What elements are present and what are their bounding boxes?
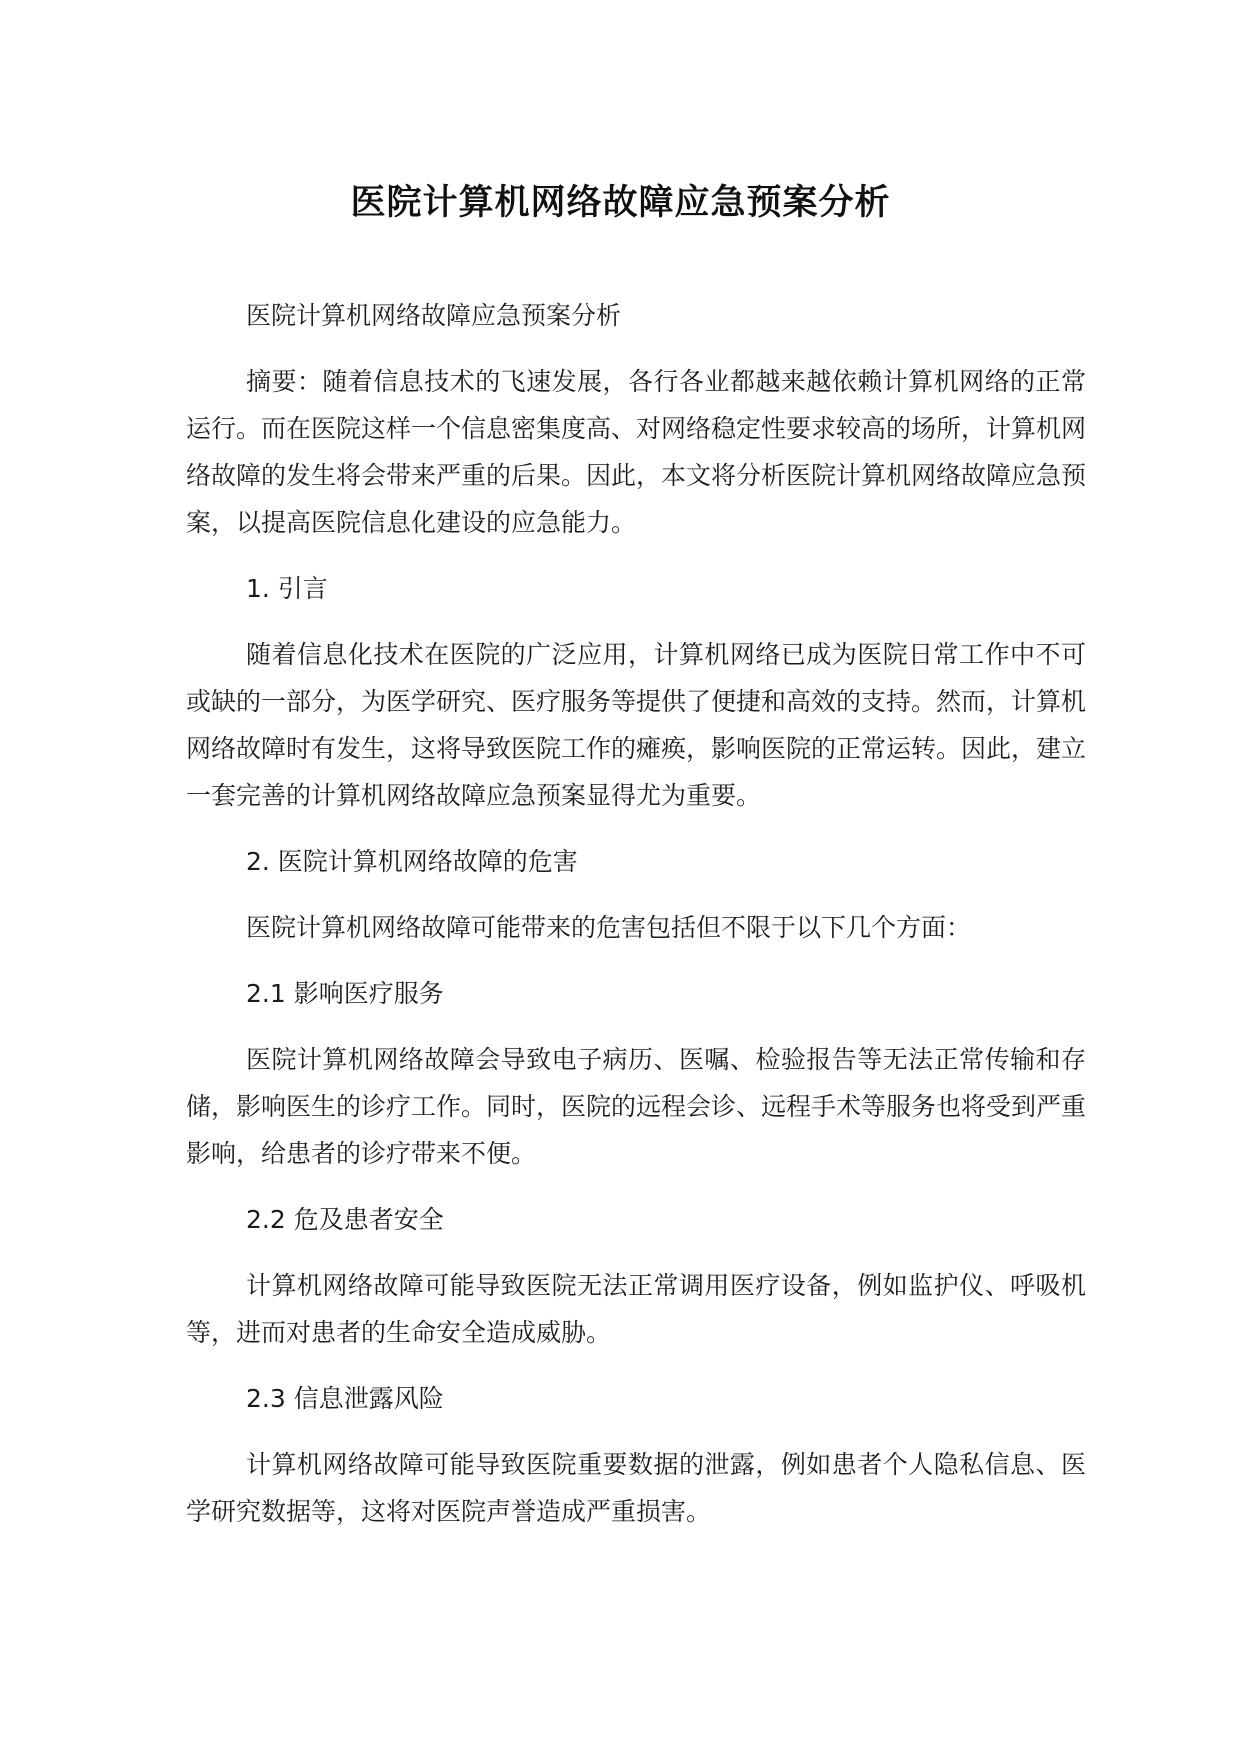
section-heading-hazards: 2. 医院计算机网络故障的危害 <box>246 847 578 876</box>
document-title: 医院计算机网络故障应急预案分析 <box>350 183 891 223</box>
abstract-paragraph: 摘要：随着信息技术的飞速发展，各行各业都越来越依赖计算机网络的正常运行。而在医院这样一个信息密集度高、对网络稳定性要求较高的场所，计算机网络故障的发生将会带来严重的后果。因此，本文将分析医院计算机网络故障应急预案，以提高医院信息化建设的应急能力。 <box>186 367 1087 537</box>
patient-safety-paragraph: 计算机网络故障可能导致医院无法正常调用医疗设备，例如监护仪、呼吸机等，进而对患者的生命安全造成威胁。 <box>186 1271 1086 1347</box>
introduction-paragraph: 随着信息化技术在医院的广泛应用，计算机网络已成为医院日常工作中不可或缺的一部分，为医学研究、医疗服务等提供了便捷和高效的支持。然而，计算机网络故障时有发生，这将导致医院工作的瘫痪，影响医院的正常运转。因此，建立一套完善的计算机网络故障应急预案显得尤为重要。 <box>186 640 1087 810</box>
information-leak-paragraph: 计算机网络故障可能导致医院重要数据的泄露，例如患者个人隐私信息、医学研究数据等，这将对医院声誉造成严重损害。 <box>186 1450 1086 1526</box>
medical-services-paragraph: 医院计算机网络故障会导致电子病历、医嘱、检验报告等无法正常传输和存储，影响医生的诊疗工作。同时，医院的远程会诊、远程手术等服务也将受到严重影响，给患者的诊疗带来不便。 <box>186 1045 1087 1168</box>
subsection-heading-medical-services: 2.1 影响医疗服务 <box>246 979 444 1008</box>
hazards-intro-paragraph: 医院计算机网络故障可能带来的危害包括但不限于以下几个方面： <box>246 913 972 942</box>
subtitle-paragraph: 医院计算机网络故障应急预案分析 <box>246 301 622 330</box>
subsection-heading-information-leak: 2.3 信息泄露风险 <box>246 1384 444 1413</box>
subsection-heading-patient-safety: 2.2 危及患者安全 <box>246 1205 444 1234</box>
document-body <box>186 292 1086 1535</box>
section-heading-introduction: 1. 引言 <box>246 574 328 603</box>
